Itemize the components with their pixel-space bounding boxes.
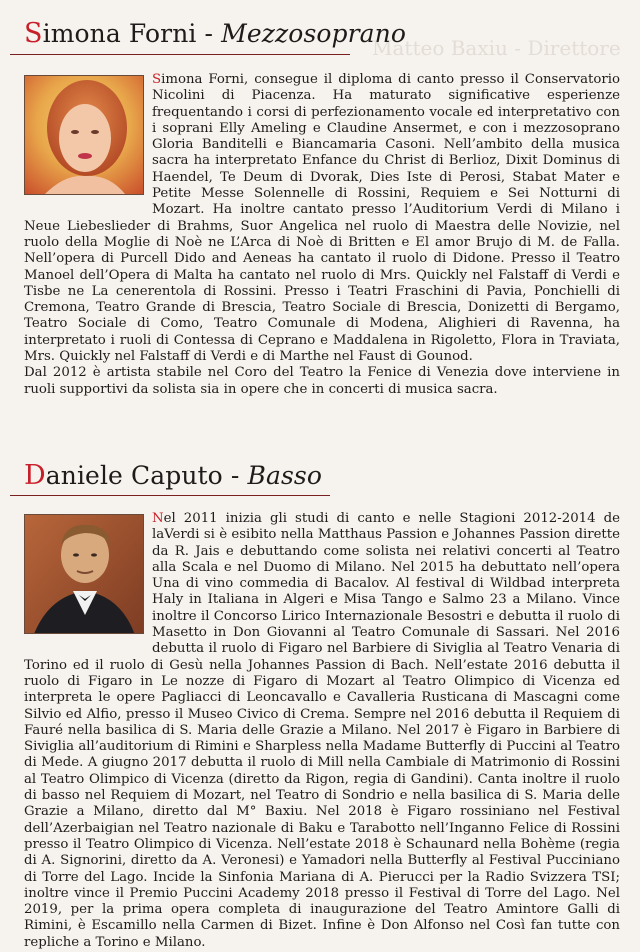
photo-float-slot: [24, 72, 152, 214]
heading-rule: [10, 54, 350, 55]
heading-initial: S: [24, 18, 43, 49]
biography-paragraph-2: Dal 2012 è artista stabile nel Coro del Teatro la Fenice di Venezia dove interviene in ruoli supportivi da solista sia in opere che in concerti di musica sacra.: [24, 365, 620, 397]
singer-biography: [24, 511, 620, 951]
singer-biography: [24, 72, 620, 398]
singer-heading: [24, 18, 406, 49]
heading-separator: -: [196, 19, 222, 48]
heading-name: imona Forni: [42, 19, 197, 48]
heading-name: aniele Caputo: [45, 461, 223, 490]
singer-heading: [24, 460, 322, 491]
heading-role: Basso: [247, 461, 322, 490]
heading-rule: [10, 495, 330, 496]
heading-separator: -: [222, 461, 248, 490]
biography-text: el 2011 inizia gli studi di canto e nelle Stagioni 2012-2014 de laVerdi si è esibito nella Matthaus Passion e Johannes Passion dirette da R. Jais e debuttando come solista nei relativi concerti al Teatro alla Scala e nel Duomo di Milano. Nel 2015 ha debuttato nell’opera Una di vino commedia di Bacalov. Al festival di Wildbad interpreta Haly in Italiana in Algeri e Misa Tango e Salmo 23 a Milano. Vince inoltre il Concorso Lirico Internazionale Besostri e debutta il ruolo di Masetto in Don Giovanni al Teatro Comunale di Sassari. Nel 2016 debutta il ruolo di Figaro nel Barbiere di Siviglia al Teatro Venaria di Torino ed il ruolo di Gesù nella Johannes Passion di Bach. Nell’estate 2016 debutta il ruolo di Figaro in Le nozze di Figaro di Mozart al Teatro Olimpico di Vicenza ed interpreta le opere Pagliacci di Leoncavallo e Cavalleria Rusticana di Mascagni come Silvio ed Alfio, presso il Museo Civico di Crema. Sempre nel 2016 debutta il Requiem di Fauré nella basilica di S. Maria delle Grazie a Milano. Nel 2017 è Figaro in Barbiere di Siviglia all’auditorium di Rimini e Sharpless nella Madame Butterfly di Puccini al Teatro di Mede. A giugno 2017 debutta il ruolo di Mill nella Cambiale di Matrimonio di Rossini al Teatro Olimpico di Vicenza (diretto da Rigon, regia di Gandini). Canta inoltre il ruolo di basso nel Requiem di Mozart, nel Teatro di Sondrio e nella basilica di S. Maria delle Grazie a Milano, diretto dal M° Baxiu. Nel 2018 è Figaro rossiniano nel Festival dell’Azerbaigian nel Teatro nazionale di Baku e Tarabotto nell’Inganno Felice di Rossini presso il Teatro Olimpico di Vicenza. Nell’estate 2018 è Schaunard nella Bohème (regia di A. Signorini, diretto da A. Veronesi) e Yamadori nella Butterfly al Festival Pucciniano di Torre del Lago. Incide la Sinfonia Mariana di A. Pierucci per la Radio Svizzera TSI; inoltre vince il Premio Puccini Academy 2018 presso il Festival di Torre del Lago. Nel 2019, per la prima opera completa di inaugurazione del Teatro Amintore Galli di Rimini, è Escamillo nella Carmen di Bizet. Infine è Don Alfonso nel Così fan tutte con repliche a Torino e Milano.: [24, 511, 620, 950]
heading-initial: D: [24, 460, 46, 491]
text-initial: S: [152, 72, 162, 87]
photo-float-slot: [24, 511, 152, 653]
text-initial: N: [152, 511, 164, 526]
heading-role: Mezzosoprano: [221, 19, 407, 48]
biography-text: imona Forni, consegue il diploma di canto presso il Conservatorio Nicolini di Piacenza. Ha maturato significative esperienze frequentando i corsi di perfezionamento vocale ed interpretativo con i soprani Elly Ameling e Claudine Ansermet, e con i mezzosoprano Gloria Banditelli e Biancamaria Casoni. Nell’ambito della musica sacra ha interpretato Enfance du Christ di Berlioz, Dixit Dominus di Haendel, Te Deum di Dvorak, Dies Iste di Perosi, Stabat Mater e Petite Messe Solennelle di Rossini, Requiem e Sei Notturni di Mozart. Ha inoltre cantato presso l’Auditorium Verdi di Milano i Neue Liebeslieder di Brahms, Suor Angelica nel ruolo di Maestra delle Novizie, nel ruolo della Moglie di Noè ne L’Arca di Noè di Britten e El amor Brujo di M. de Falla. Nell’opera di Purcell Dido and Aeneas ha cantato il ruolo di Didone. Presso il Teatro Manoel dell’Opera di Malta ha cantato nel ruolo di Mrs. Quickly nel Falstaff di Verdi e Tisbe ne La cenerentola di Rossini. Presso i Teatri Fraschini di Pavia, Ponchielli di Cremona, Teatro Grande di Brescia, Teatro Sociale di Brescia, Donizetti di Bergamo, Teatro Sociale di Como, Teatro Comunale di Modena, Alighieri di Ravenna, ha interpretato i ruoli di Contessa di Ceprano e Maddalena in Rigoletto, Flora in Traviata, Mrs. Quickly nel Falstaff di Verdi e di Marthe nel Faust di Gounod.: [24, 72, 620, 365]
bleed-through-text: Matteo Baxiu - Direttore: [372, 36, 621, 60]
